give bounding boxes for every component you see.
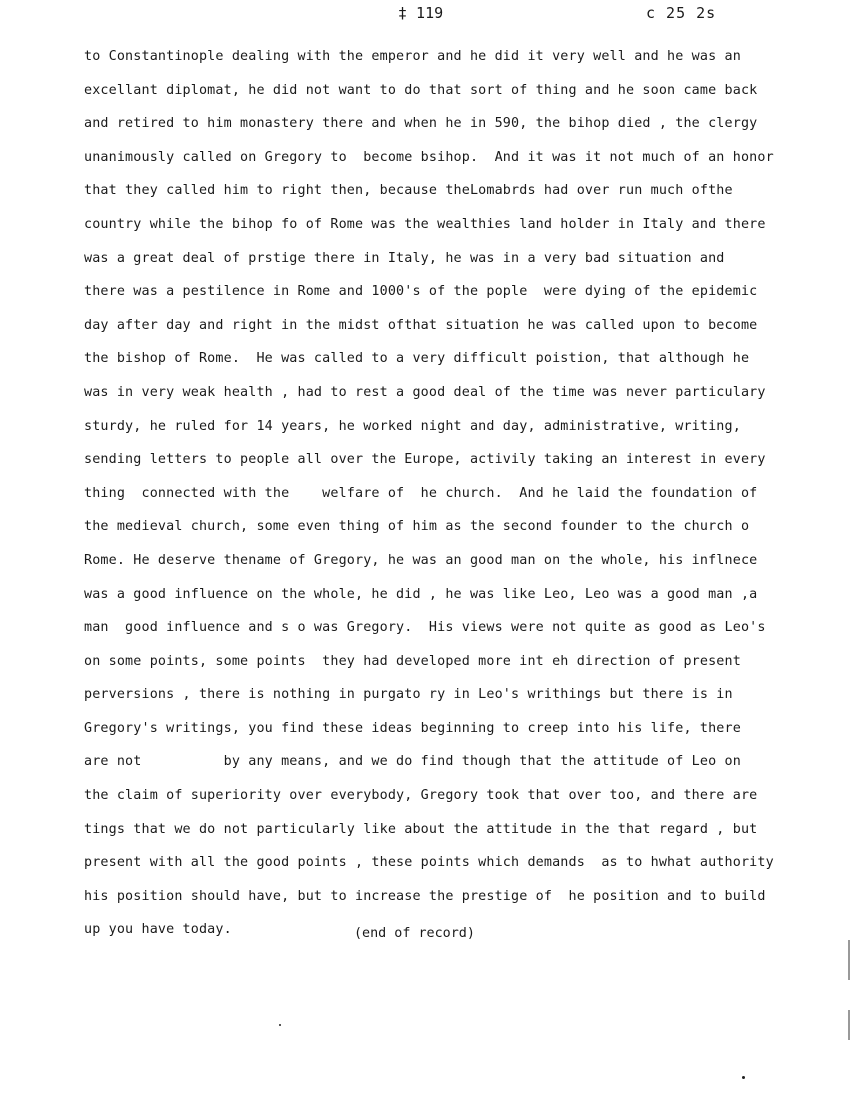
text-line: day after day and right in the midst ofthat situation he was called upon to become	[84, 317, 758, 333]
text-line: the medieval church, some even thing of him as the second founder to the church o	[84, 519, 750, 535]
text-line: was a good influence on the whole, he did , he was like Leo, Leo was a good man ,a	[84, 586, 758, 602]
text-line: are not by any means, and we do find though that the attitude of Leo on	[84, 754, 741, 770]
ink-speck	[742, 1076, 745, 1079]
text-line: there was a pestilence in Rome and 1000's of the pople were dying of the epidemic	[84, 284, 758, 300]
end-of-record-note: (end of record)	[354, 926, 475, 941]
text-line: present with all the good points , these points which demands as to hwhat authority	[84, 855, 774, 871]
text-line: his position should have, but to increase the prestige of he position and to build	[84, 888, 766, 904]
text-line: country while the bihop fo of Rome was the wealthies land holder in Italy and there	[84, 216, 766, 232]
text-line: that they called him to right then, because theLomabrds had over run much ofthe	[84, 183, 733, 199]
text-line: to Constantinople dealing with the emperor and he did it very well and he was an	[84, 49, 741, 64]
text-line: man good influence and s o was Gregory. His views were not quite as good as Leo's	[84, 620, 766, 636]
text-line: tings that we do not particularly like about the attitude in the that regard , but	[84, 821, 758, 837]
reference-code: c 25 2s	[646, 4, 717, 22]
text-line: Rome. He deserve thename of Gregory, he was an good man on the whole, his inflnece	[84, 552, 758, 568]
text-line: perversions , there is nothing in purgato ry in Leo's writhings but there is in	[84, 687, 733, 703]
text-line: was a great deal of prstige there in Italy, he was in a very bad situation and	[84, 250, 725, 266]
text-line: Gregory's writings, you find these ideas beginning to creep into his life, there	[84, 720, 741, 736]
page-number: ‡ 119	[398, 4, 444, 22]
text-line: on some points, some points they had developed more int eh direction of present	[84, 653, 741, 669]
text-line: and retired to him monastery there and when he in 590, the bihop died , the clergy	[84, 116, 758, 132]
text-line: thing connected with the welfare of he church. And he laid the foundation of	[84, 485, 758, 501]
text-line: unanimously called on Gregory to become bsihop. And it was it not much of an honor	[84, 149, 774, 165]
text-line: sturdy, he ruled for 14 years, he worked night and day, administrative, writing,	[84, 418, 741, 434]
text-line: was in very weak health , had to rest a good deal of the time was never particulary	[84, 384, 766, 400]
ink-speck	[279, 1024, 281, 1026]
text-line: the bishop of Rome. He was called to a very difficult poistion, that although he	[84, 351, 750, 367]
text-line: the claim of superiority over everybody, Gregory took that over too, and there are	[84, 788, 758, 804]
text-line: excellant diplomat, he did not want to do that sort of thing and he soon came back	[84, 82, 758, 98]
text-line: sending letters to people all over the Europe, activily taking an interest in every	[84, 452, 766, 468]
text-line: up you have today.	[84, 922, 232, 938]
transcript-body	[84, 40, 844, 947]
